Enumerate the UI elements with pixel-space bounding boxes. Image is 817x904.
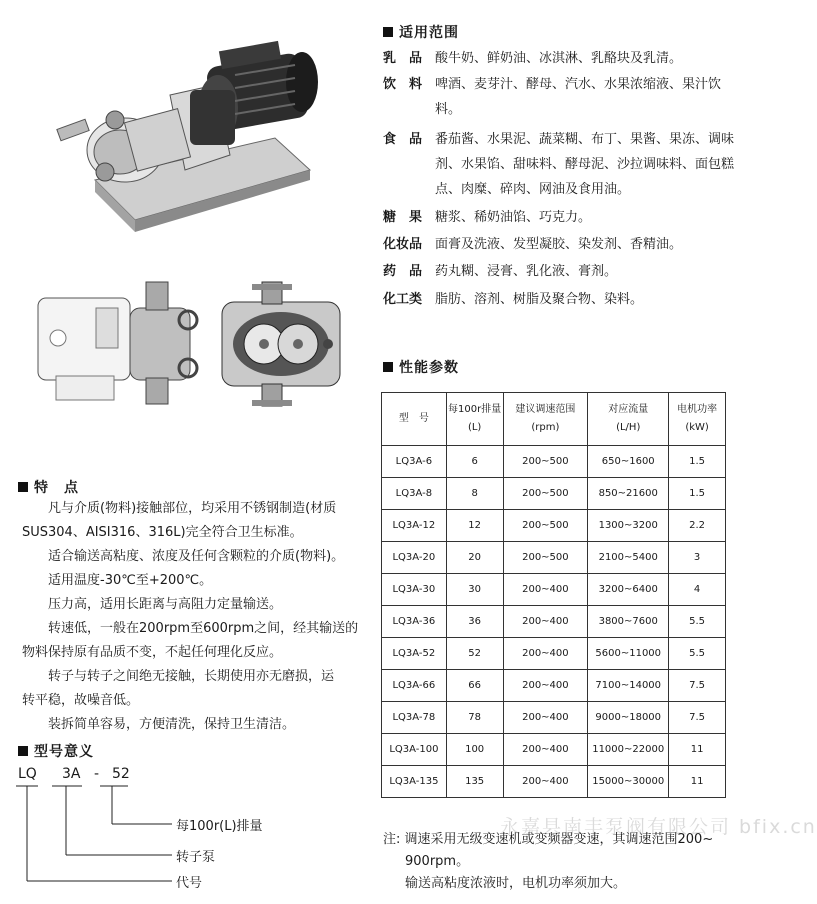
- table-cell: 100: [446, 734, 503, 766]
- table-cell: LQ3A-20: [382, 542, 447, 574]
- header-speed: 建议调速范围 (rpm): [503, 393, 588, 446]
- table-cell: 15000~30000: [588, 766, 669, 798]
- pump-rotor-view-image: [218, 280, 348, 410]
- table-cell: 200~400: [503, 702, 588, 734]
- table-cell: 1300~3200: [588, 510, 669, 542]
- table-cell: LQ3A-100: [382, 734, 447, 766]
- model-code-dash: -: [94, 766, 100, 782]
- square-bullet-icon: [18, 746, 28, 756]
- table-cell: 200~500: [503, 510, 588, 542]
- performance-table: [381, 392, 726, 798]
- applications-header: 适用范围: [383, 22, 459, 42]
- table-row: [382, 766, 726, 798]
- table-cell: 11: [669, 766, 726, 798]
- table-cell: 5.5: [669, 606, 726, 638]
- table-row: [382, 670, 726, 702]
- table-note: 注: 调速采用无级变速机或变频器变速，其调速范围200~ 900rpm。 输送高粘度浓液时，电机功率须加大。: [383, 832, 714, 891]
- table-cell: 200~400: [503, 766, 588, 798]
- square-bullet-icon: [383, 362, 393, 372]
- table-cell: 200~400: [503, 606, 588, 638]
- table-row: [382, 734, 726, 766]
- table-row: [382, 446, 726, 478]
- header-flow: 对应流量 (L/H): [588, 393, 669, 446]
- watermark: 永嘉县南丰泵阀有限公司 bfix.cn: [500, 816, 817, 838]
- table-cell: 3200~6400: [588, 574, 669, 606]
- features-list: [22, 497, 367, 737]
- table-cell: LQ3A-36: [382, 606, 447, 638]
- table-cell: 66: [446, 670, 503, 702]
- square-bullet-icon: [383, 27, 393, 37]
- header-model: 型 号: [382, 393, 447, 446]
- table-header-row: [382, 393, 726, 446]
- feature-line: 压力高，适用长距离与高阻力定量输送。: [48, 597, 283, 612]
- table-cell: 200~500: [503, 478, 588, 510]
- table-cell: 36: [446, 606, 503, 638]
- table-cell: 7.5: [669, 670, 726, 702]
- feature-line: 装拆简单容易，方便清洗，保持卫生清洁。: [48, 717, 296, 732]
- table-cell: LQ3A-6: [382, 446, 447, 478]
- table-cell: 850~21600: [588, 478, 669, 510]
- table-cell: 52: [446, 638, 503, 670]
- table-cell: 1.5: [669, 446, 726, 478]
- table-cell: 2.2: [669, 510, 726, 542]
- table-cell: LQ3A-30: [382, 574, 447, 606]
- table-row: [382, 702, 726, 734]
- table-cell: 200~400: [503, 574, 588, 606]
- table-cell: LQ3A-66: [382, 670, 447, 702]
- table-cell: 200~500: [503, 446, 588, 478]
- table-cell: 7.5: [669, 702, 726, 734]
- table-cell: 135: [446, 766, 503, 798]
- model-label-rotor-pump: 转子泵: [176, 850, 216, 865]
- table-cell: 200~400: [503, 734, 588, 766]
- model-code-prefix: LQ: [18, 766, 37, 782]
- feature-line: 物料保持原有品质不变，不起任何理化反应。: [22, 645, 283, 660]
- model-meaning-header: 型号意义: [18, 741, 94, 761]
- model-code-displacement: 52: [112, 766, 130, 782]
- table-row: [382, 542, 726, 574]
- table-cell: 78: [446, 702, 503, 734]
- table-row: [382, 478, 726, 510]
- feature-line: 凡与介质(物料)接触部位，均采用不锈钢制造(材质: [48, 501, 337, 516]
- model-code-diagram-lines: [14, 784, 189, 889]
- features-header: 特 点: [18, 477, 79, 497]
- table-cell: 6: [446, 446, 503, 478]
- table-row: [382, 638, 726, 670]
- table-cell: 200~400: [503, 670, 588, 702]
- table-cell: 1.5: [669, 478, 726, 510]
- model-code-rotor: 3A: [62, 766, 81, 782]
- model-label-code: 代号: [176, 876, 203, 891]
- table-cell: LQ3A-78: [382, 702, 447, 734]
- table-cell: 11000~22000: [588, 734, 669, 766]
- pump-side-view-image: [36, 278, 216, 408]
- performance-header: 性能参数: [383, 357, 459, 377]
- feature-line: 适合输送高粘度、浓度及任何含颗粒的介质(物料)。: [48, 549, 345, 564]
- feature-line: 适用温度-30℃至+200℃。: [48, 573, 213, 588]
- table-cell: LQ3A-52: [382, 638, 447, 670]
- feature-line: 转子与转子之间绝无接触，长期使用亦无磨损，运: [48, 669, 335, 684]
- header-displacement: 每100r排量 (L): [446, 393, 503, 446]
- table-cell: LQ3A-135: [382, 766, 447, 798]
- table-cell: 3800~7600: [588, 606, 669, 638]
- table-cell: 200~400: [503, 638, 588, 670]
- table-cell: 7100~14000: [588, 670, 669, 702]
- table-cell: 4: [669, 574, 726, 606]
- table-row: [382, 574, 726, 606]
- square-bullet-icon: [18, 482, 28, 492]
- table-cell: 20: [446, 542, 503, 574]
- table-cell: 3: [669, 542, 726, 574]
- table-cell: 12: [446, 510, 503, 542]
- table-cell: 30: [446, 574, 503, 606]
- table-cell: 5600~11000: [588, 638, 669, 670]
- table-cell: LQ3A-12: [382, 510, 447, 542]
- model-label-displacement: 每100r(L)排量: [176, 819, 263, 834]
- feature-line: 转平稳，故噪音低。: [22, 693, 140, 708]
- header-power: 电机功率 (kW): [669, 393, 726, 446]
- table-cell: 5.5: [669, 638, 726, 670]
- table-cell: 650~1600: [588, 446, 669, 478]
- table-cell: 2100~5400: [588, 542, 669, 574]
- table-row: [382, 606, 726, 638]
- table-cell: LQ3A-8: [382, 478, 447, 510]
- table-cell: 9000~18000: [588, 702, 669, 734]
- feature-line: 转速低，一般在200rpm至600rpm之间，经其输送的: [48, 621, 359, 636]
- table-cell: 200~500: [503, 542, 588, 574]
- table-row: [382, 510, 726, 542]
- feature-line: SUS304、AISI316、316L)完全符合卫生标准。: [22, 525, 303, 540]
- table-cell: 8: [446, 478, 503, 510]
- pump-motor-assembly-image: [40, 20, 340, 235]
- table-cell: 11: [669, 734, 726, 766]
